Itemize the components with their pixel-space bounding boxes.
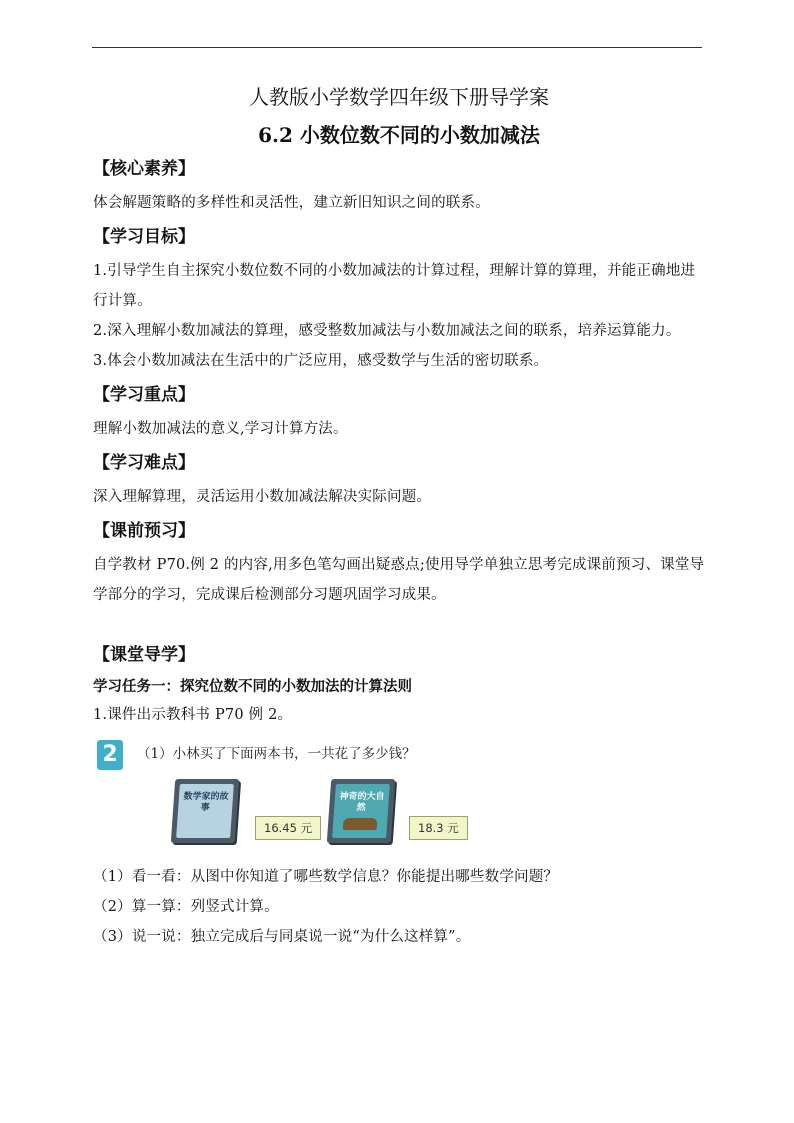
goals-heading: 【学习目标】: [93, 227, 195, 247]
difficulty-heading: 【学习难点】: [93, 453, 195, 473]
example-question: （1）小林买了下面两本书，一共花了多少钱？: [137, 746, 416, 762]
difficulty-text: 深入理解算理，灵活运用小数加减法解决实际问题。: [93, 489, 432, 505]
book-image: [171, 779, 239, 843]
price-tag: 18.3 元: [409, 816, 468, 840]
task-title: 学习任务一：探究位数不同的小数加法的计算法则: [93, 678, 412, 695]
substep-text: （1）看一看：从图中你知道了哪些数学信息？你能提出哪些数学问题？: [93, 869, 559, 885]
guide-heading: 【课堂导学】: [93, 645, 195, 665]
book-title: 数学家的故事: [183, 792, 229, 813]
price-tag: 16.45 元: [255, 816, 321, 840]
goal-item: 1.引导学生自主探究小数位数不同的小数加减法的计算过程，理解计算的算理，并能正确地进行计算。: [93, 263, 696, 309]
preview-text: 自学教材 P70.例 2 的内容,用多色笔勾画出疑惑点;使用导学单独立思考完成课前预习、课堂导学部分的学习，完成课后检测部分习题巩固学习成果。: [93, 557, 705, 603]
example-number-badge: 2: [97, 740, 123, 770]
example-figure: [93, 734, 705, 862]
substep-text: （2）算一算：列竖式计算。: [93, 899, 279, 915]
substep-text: （3）说一说：独立完成后与同桌说一说“为什么这样算”。: [93, 929, 471, 945]
core-text: 体会解题策略的多样性和灵活性，建立新旧知识之间的联系。: [93, 195, 490, 211]
goal-item: 2.深入理解小数加减法的算理，感受整数加减法与小数加减法之间的联系，培养运算能力。: [93, 323, 681, 339]
preview-heading: 【课前预习】: [93, 521, 195, 541]
key-heading: 【学习重点】: [93, 385, 195, 405]
goal-item: 3.体会小数加减法在生活中的广泛应用，感受数学与生活的密切联系。: [93, 353, 549, 369]
book-image: [327, 779, 395, 843]
header-rule: [92, 47, 702, 48]
step-text: 1.课件出示教科书 P70 例 2。: [93, 707, 293, 723]
lesson-title: 6.2 小数位数不同的小数加减法: [258, 123, 540, 147]
document-body: [93, 82, 705, 952]
book-illustration: [343, 818, 378, 830]
book-title: 神奇的大自然: [339, 792, 385, 813]
key-text: 理解小数加减法的意义,学习计算方法。: [93, 421, 348, 437]
core-heading: 【核心素养】: [93, 159, 195, 179]
document-title: 人教版小学数学四年级下册导学案: [249, 85, 549, 109]
